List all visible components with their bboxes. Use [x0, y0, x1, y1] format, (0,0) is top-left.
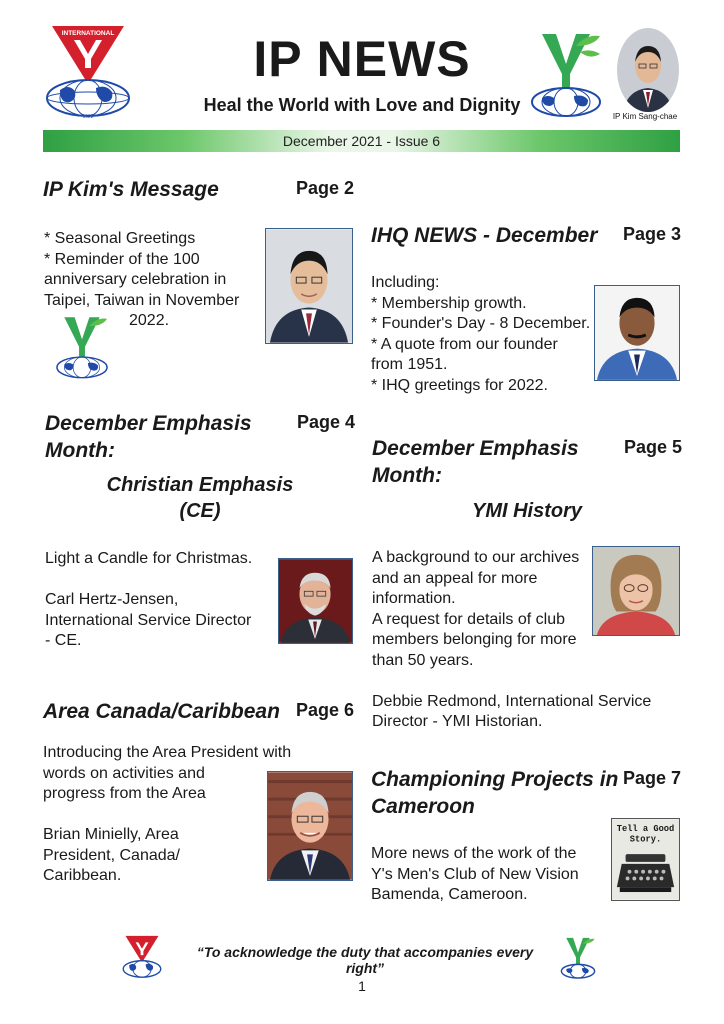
- section-body-area-canada: Introducing the Area President with words on activities and progress from the Area Brian Minielly, Area President, Canada/ Caribbean.: [43, 744, 292, 884]
- svg-text:1922: 1922: [82, 114, 94, 120]
- y-leaf-globe-logo: [528, 28, 604, 118]
- ip-kim-portrait: [617, 28, 679, 112]
- section-body-emphasis-ce: Light a Candle for Christmas. Carl Hertz-Jensen, International Service Director - CE.: [45, 550, 253, 649]
- y-leaf-globe-logo-small: [558, 935, 598, 979]
- carl-photo: [278, 558, 353, 644]
- svg-text:Story.: Story.: [629, 834, 662, 845]
- tagline: Heal the World with Love and Dignity: [203, 95, 521, 115]
- section-subtitle-ce: Christian Emphasis (CE): [106, 474, 294, 522]
- typewriter-image: [611, 818, 680, 901]
- page-ref-7: Page 7: [623, 768, 682, 788]
- page-ref-3: Page 3: [623, 224, 682, 244]
- section-title-ip-kim: IP Kim's Message: [43, 178, 219, 201]
- section-body-cameroon: More news of the work of the Y's Men's Club of New Vision Bamenda, Cameroon.: [371, 845, 579, 903]
- section-body-emphasis-ymi: A background to our archives and an appeal for more information. A request for details of club members belonging for more than 50 years. Debbie Redmond, International Service Director - YMI Historian.: [372, 549, 652, 730]
- section-body-ihq-news: Including: * Membership growth. * Founder's Day - 8 December. * A quote from our founder from 1951. * IHQ greetings for 2022.: [371, 274, 591, 394]
- ip-kim-photo: [265, 228, 353, 344]
- section-title-emphasis-ymi: December Emphasis Month:: [372, 437, 579, 487]
- ihq-photo: [594, 285, 680, 381]
- ip-caption: IP Kim Sang-chae: [612, 112, 678, 121]
- debbie-photo: [592, 546, 680, 636]
- issue-bar: December 2021 - Issue 6: [43, 130, 680, 152]
- brian-photo: [267, 771, 353, 881]
- masthead-title: IP NEWS: [253, 31, 471, 87]
- section-body-ip-kim: * Seasonal Greetings * Reminder of the 100 anniversary celebration in Taipei, Taiwan in November 2022.: [44, 230, 240, 329]
- section-title-ihq-news: IHQ NEWS - December: [371, 224, 598, 247]
- page-ref-4: Page 4: [297, 412, 356, 432]
- page-ref-5: Page 5: [624, 437, 683, 457]
- page-ref-6: Page 6: [296, 700, 355, 720]
- footer-quote: “To acknowledge the duty that accompanies every right”: [196, 944, 534, 976]
- page-number: 1: [358, 978, 366, 994]
- y-leaf-globe-logo: [54, 312, 110, 380]
- section-title-cameroon: Championing Projects in Cameroon: [371, 768, 619, 818]
- section-title-emphasis-ce: December Emphasis Month:: [45, 412, 252, 462]
- svg-text:Tell a Good: Tell a Good: [616, 823, 675, 834]
- section-title-area-canada: Area Canada/Caribbean: [43, 700, 280, 723]
- international-logo-small: [121, 935, 163, 979]
- svg-text:INTERNATIONAL: INTERNATIONAL: [61, 30, 115, 37]
- page-ref-2: Page 2: [296, 178, 355, 198]
- section-subtitle-ymi: YMI History: [471, 500, 583, 522]
